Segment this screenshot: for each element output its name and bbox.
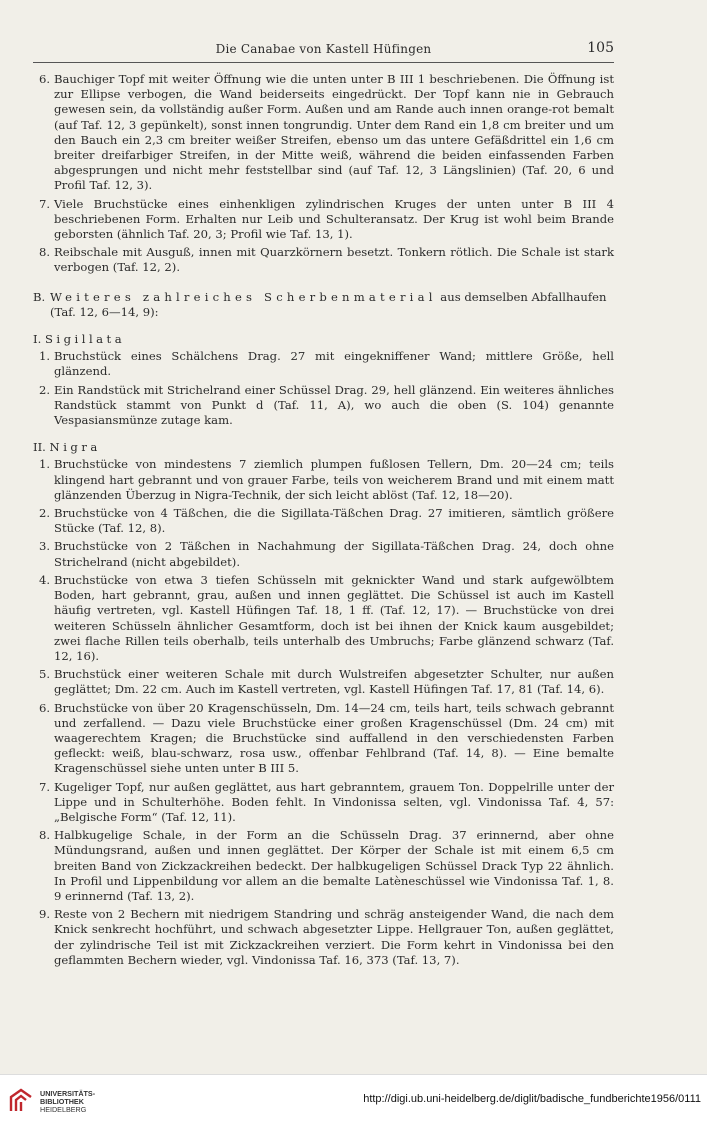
item-text: Halbkugelige Schale, in der Form an die Schüsseln Drag. 37 erinnernd, aber ohne Mündungsrand, außen und innen geglättet. Der Körper der Schale ist mit einem 6,5 cm breiten Band von Zickzackreihen bedeckt. Der halbkugeligen Schüssel Drack Typ 22 ähnlich. In Profil und Lippenbildung vor allem an die bemalte Latèneschüssel wie Vindonissa Taf. 1, 8. 9 erinnernd (Taf. 13, 2). xyxy=(54,828,614,903)
item-number: 6. xyxy=(38,72,50,86)
item-text: Bruchstücke von mindestens 7 ziemlich plumpen fußlosen Tellern, Dm. 20—24 cm; teils klingend hart gebrannt und von grauer Farbe, teils von weicherem Brand und mit einem matt glänzenden Überzug in Nigra-Technik, der sich leicht ablöst (Taf. 12, 18—20). xyxy=(54,457,614,502)
footer-bar xyxy=(0,1074,707,1122)
nigra-item xyxy=(33,907,614,968)
sigillata-number: I. xyxy=(33,332,42,347)
section-b-heading xyxy=(33,290,614,320)
items-part1 xyxy=(33,72,614,276)
item-number: 8. xyxy=(38,828,50,843)
item-number: 2. xyxy=(38,382,50,397)
item-text: Bruchstücke von über 20 Kragenschüsseln, Dm. 14—24 cm, teils hart, teils schwach gebrannt und zerfallend. — Dazu viele Bruchstücke einer großen Kragenschüssel (Dm. 24 cm) mit waagerechtem Kragen; die Bruchstücke sind auffallend in den verschiedensten Farben gefleckt: weiß, blau-schwarz, rosa usw., offenbar Fehlbrand (Taf. 14, 8). — Eine bemalte Kragenschüssel siehe unten unter B III 5. xyxy=(54,700,614,776)
item-number: 7. xyxy=(38,196,50,211)
item-text: Viele Bruchstücke eines einhenkligen zylindrischen Kruges der unten unter B III 4 beschriebenen Form. Erhalten nur Leib und Schulteransatz. Der Krug ist wohl beim Brande geborsten (ähnlich Taf. 20, 3; Profil wie Taf. 13, 1). xyxy=(54,196,614,242)
section-b-reference: (Taf. 12, 6—14, 9): xyxy=(50,304,159,319)
item-number: 4. xyxy=(38,572,50,587)
item-text: Bruchstücke von 2 Täßchen in Nachahmung der Sigillata-Täßchen Drag. 24, doch ohne Strichelrand (nicht abgebildet). xyxy=(54,539,614,569)
nigra-item xyxy=(33,701,614,777)
item-text: Bruchstück eines Schälchens Drag. 27 mit eingekniffener Wand; mittlere Größe, hell glänzend. xyxy=(54,349,614,379)
item-number: 5. xyxy=(38,667,50,682)
item-text: Kugeliger Topf, nur außen geglättet, aus hart gebranntem, grauem Ton. Doppelrille unter der Lippe und in Schulterhöhe. Boden fehlt. In Vindonissa selten, vgl. Vindonissa Taf. 4, 57: „Belgische Form“ (Taf. 12, 11). xyxy=(54,779,614,824)
running-title: Die Canabae von Kastell Hüfingen xyxy=(215,42,432,56)
catalog-item xyxy=(33,197,614,243)
running-header xyxy=(33,40,614,63)
item-number: 9. xyxy=(38,907,50,922)
item-text: Ein Randstück mit Strichelrand einer Schüssel Drag. 29, hell glänzend. Ein weiteres ähnliches Randstück stammt von Punkt d (Taf. 11, A), wo auch die oben (S. 104) genannte Vespasiansmünze zutage kam. xyxy=(54,382,614,428)
page-body xyxy=(33,72,614,971)
library-logo-icon xyxy=(8,1087,34,1113)
sigillata-item xyxy=(33,383,614,429)
item-number: 6. xyxy=(38,700,50,715)
nigra-number: II. xyxy=(33,440,46,455)
nigra-heading xyxy=(33,440,614,455)
sigillata-title: Sigillata xyxy=(44,332,126,347)
item-text: Bruchstücke von 4 Täßchen, die die Sigillata-Täßchen Drag. 27 imitieren, sämtlich größere Stücke (Taf. 12, 8). xyxy=(54,506,614,536)
source-url-link[interactable]: http://digi.ub.uni-heidelberg.de/diglit/badische_fundberichte1956/0111 xyxy=(363,1093,701,1105)
catalog-item xyxy=(33,72,614,194)
item-number: 3. xyxy=(38,539,50,554)
item-number: 1. xyxy=(38,457,50,472)
item-text: Bauchiger Topf mit weiter Öffnung wie die unten unter B III 1 beschriebenen. Die Öffnung ist zur Ellipse verbogen, die Wand beiderseits eingedrückt. Der Topf kann nie in Gebrauch gewesen sein, da vollständig außer Form. Außen und am Rande auch innen orange-rot bemalt (auf Taf. 12, 3 gepünkelt), sonst innen tongrundig. Unter dem Rand ein 1,8 cm breiter und um den Bauch ein 2,3 cm breiter weißer Streifen, ebenso um das untere Gefäßdrittel ein 1,6 cm breiter dreifarbiger Streifen, in der Mitte weiß, während die beiden einfassenden Farben abgesprungen und nicht mehr feststellbar sind (auf Taf. 12, 3 Längslinien) (Taf. 20, 6 und Profil Taf. 12, 3). xyxy=(54,72,614,193)
item-number: 2. xyxy=(38,506,50,521)
sigillata-list xyxy=(33,349,614,428)
nigra-item xyxy=(33,457,614,503)
section-b-number: B. xyxy=(33,289,46,304)
sigillata-item xyxy=(33,349,614,379)
nigra-item xyxy=(33,828,614,904)
item-number: 1. xyxy=(38,349,50,364)
item-text: Bruchstück einer weiteren Schale mit durch Wulstreifen abgesetzter Schulter, nur außen geglättet; Dm. 22 cm. Auch im Kastell vertreten, vgl. Kastell Hüfingen Taf. 17, 81 (Taf. 14, 6). xyxy=(54,667,614,697)
nigra-item xyxy=(33,780,614,826)
item-text: Bruchstücke von etwa 3 tiefen Schüsseln mit geknickter Wand und stark aufgewölbtem Boden, hart gebrannt, grau, außen und innen geglättet. Die Schüssel ist auch im Kastell häufig vertreten, vgl. Kastell Hüfingen Taf. 18, 1 ff. (Taf. 12, 17). — Bruchstücke von drei weiteren Schüsseln ähnlicher Gesamtform, doch ist bei ihnen der Knick kaum ausgebildet; zwei flache Rillen teils oberhalb, teils unterhalb des Umbruchs; Farbe glänzend schwarz (Taf. 12, 16). xyxy=(54,572,614,663)
item-number: 7. xyxy=(38,779,50,794)
catalog-item xyxy=(33,245,614,275)
nigra-item xyxy=(33,506,614,536)
sigillata-heading xyxy=(33,332,614,347)
item-text: Reibschale mit Ausguß, innen mit Quarzkörnern besetzt. Tonkern rötlich. Die Schale ist stark verbogen (Taf. 12, 2). xyxy=(54,245,614,275)
nigra-item xyxy=(33,573,614,664)
nigra-item xyxy=(33,539,614,569)
nigra-title: Nigra xyxy=(49,440,101,455)
section-b-title: Weiteres zahlreiches Scherbenmaterial xyxy=(50,289,437,304)
section-b-title-rest: aus demselben Abfallhaufen xyxy=(436,289,607,304)
item-text: Reste von 2 Bechern mit niedrigem Standring und schräg ansteigender Wand, die nach dem Knick senkrecht hochführt, und schwach abgesetzter Lippe. Hellgrauer Ton, außen geglättet, der zylindrische Teil ist mit Zickzackreihen verziert. Die Form kehrt in Vindonissa bei den geflammten Bechern wieder, vgl. Vindonissa Taf. 16, 373 (Taf. 13, 7). xyxy=(54,907,614,967)
library-name: UNIVERSITÄTS- BIBLIOTHEK HEIDELBERG xyxy=(40,1089,96,1114)
nigra-list xyxy=(33,457,614,968)
item-number: 8. xyxy=(38,245,50,260)
nigra-item xyxy=(33,667,614,697)
page-number: 105 xyxy=(587,40,614,56)
